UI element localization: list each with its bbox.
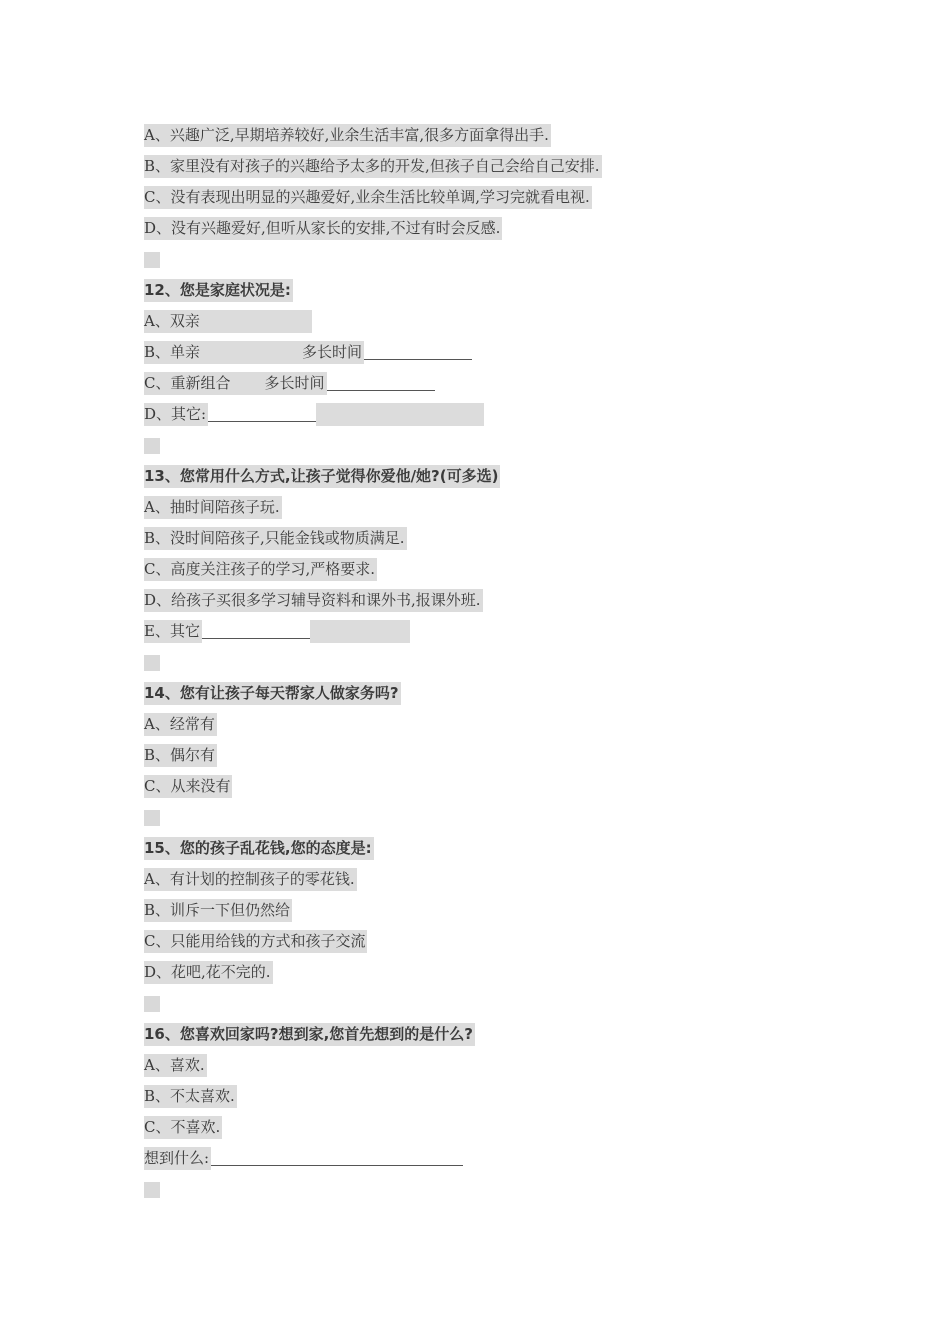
- q11-option-b: B、家里没有对孩子的兴趣给予太多的开发,但孩子自己会给自己安排.: [144, 155, 844, 186]
- paragraph-mark: [144, 248, 844, 279]
- q12-d-other-blank[interactable]: [208, 405, 316, 422]
- q13-option-b: B、没时间陪孩子,只能金钱或物质满足.: [144, 527, 844, 558]
- empty-paragraph-marker: [144, 996, 160, 1012]
- q11-option-a: A、兴趣广泛,早期培养较好,业余生活丰富,很多方面拿得出手.: [144, 124, 844, 155]
- q13-title: 13、您常用什么方式,让孩子觉得你爱他/她?(可多选): [144, 465, 844, 496]
- q15-option-d: D、花吧,花不完的.: [144, 961, 844, 992]
- q13-option-c: C、高度关注孩子的学习,严格要求.: [144, 558, 844, 589]
- q12-b-duration-blank[interactable]: [364, 343, 472, 360]
- empty-paragraph-marker: [144, 810, 160, 826]
- paragraph-mark: [144, 651, 844, 682]
- empty-paragraph-marker: [144, 655, 160, 671]
- q16-option-a: A、喜欢.: [144, 1054, 844, 1085]
- q16-option-b: B、不太喜欢.: [144, 1085, 844, 1116]
- q16-title: 16、您喜欢回家吗?想到家,您首先想到的是什么?: [144, 1023, 844, 1054]
- q13-option-d: D、给孩子买很多学习辅导资料和课外书,报课外班.: [144, 589, 844, 620]
- empty-paragraph-marker: [144, 438, 160, 454]
- q12-option-c: C、重新组合 多长时间: [144, 372, 844, 403]
- q15-title: 15、您的孩子乱花钱,您的态度是:: [144, 837, 844, 868]
- q11-option-d: D、没有兴趣爱好,但听从家长的安排,不过有时会反感.: [144, 217, 844, 248]
- q14-option-c: C、从来没有: [144, 775, 844, 806]
- q15-option-b: B、训斥一下但仍然给: [144, 899, 844, 930]
- paragraph-mark: [144, 806, 844, 837]
- paragraph-mark: [144, 434, 844, 465]
- q15-option-c: C、只能用给钱的方式和孩子交流: [144, 930, 844, 961]
- q11-option-c: C、没有表现出明显的兴趣爱好,业余生活比较单调,学习完就看电视.: [144, 186, 844, 217]
- q16-think-line: 想到什么:: [144, 1147, 844, 1178]
- q14-option-a: A、经常有: [144, 713, 844, 744]
- q12-title: 12、您是家庭状况是:: [144, 279, 844, 310]
- paragraph-mark: [144, 992, 844, 1023]
- empty-paragraph-marker: [144, 252, 160, 268]
- q13-e-other-blank[interactable]: [202, 622, 310, 639]
- q12-option-a: A、双亲: [144, 310, 844, 341]
- q12-c-duration-blank[interactable]: [327, 374, 435, 391]
- q13-option-e: E、其它: [144, 620, 844, 651]
- q13-option-a: A、抽时间陪孩子玩.: [144, 496, 844, 527]
- questionnaire: [144, 124, 844, 1209]
- q12-option-b: B、单亲 多长时间: [144, 341, 844, 372]
- empty-paragraph-marker: [144, 1182, 160, 1198]
- paragraph-mark: [144, 1178, 844, 1209]
- q12-option-d: D、其它:: [144, 403, 844, 434]
- q16-think-blank[interactable]: [211, 1149, 463, 1166]
- q14-option-b: B、偶尔有: [144, 744, 844, 775]
- q16-option-c: C、不喜欢.: [144, 1116, 844, 1147]
- q15-option-a: A、有计划的控制孩子的零花钱.: [144, 868, 844, 899]
- q14-title: 14、您有让孩子每天帮家人做家务吗?: [144, 682, 844, 713]
